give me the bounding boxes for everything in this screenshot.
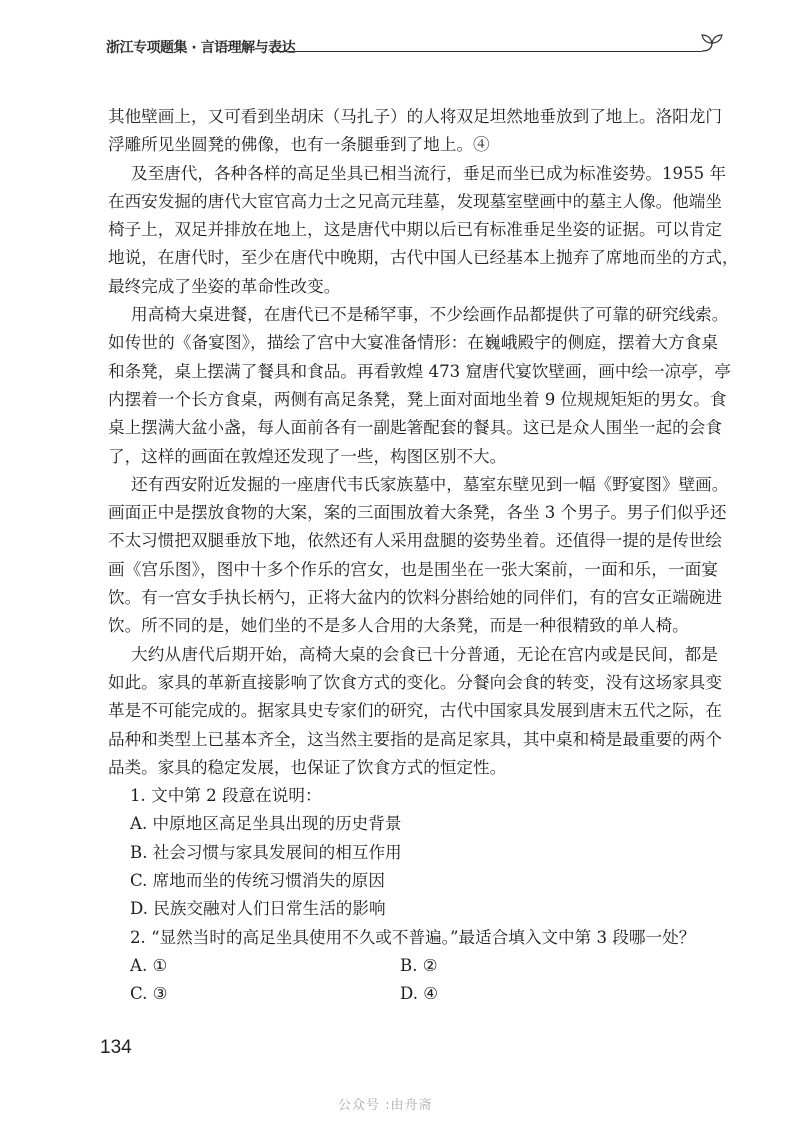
paragraph — [108, 103, 722, 160]
text-line: 内摆着一个长方食桌，两侧有高足条凳，凳上面对面地坐着 9 位规规矩矩的男女。食 — [108, 389, 727, 409]
text-line: 画《宫乐图》，图中十多个作乐的宫女，也是围坐在一张大案前，一面和乐，一面宴 — [108, 559, 718, 579]
answer-option: C. ③ — [130, 984, 168, 1004]
answer-option: D. ④ — [400, 984, 439, 1004]
text-line: 在西安发掘的唐代大宦官高力士之兄高元珪墓，发现墓室壁画中的墓主人像。他端坐 — [108, 191, 722, 211]
text-line: 品种和类型上已基本齐全，这当然主要指的是高足家具，其中桌和椅是最重要的两个 — [108, 729, 722, 749]
text-line: 椅子上，双足并排放在地上，这是唐代中期以后已有标准垂足坐姿的证据。可以肯定 — [108, 220, 722, 240]
option-row — [108, 980, 718, 1008]
text-line: 不太习惯把双腿垂放下地，依然还有人采用盘腿的姿势坐着。还值得一提的是传世绘 — [108, 531, 722, 551]
page-number: 134 — [100, 1037, 132, 1058]
text-line: 品类。家具的稳定发展，也保证了饮食方式的恒定性。 — [108, 757, 507, 777]
paragraph — [108, 471, 729, 641]
text-line: 及至唐代，各种各样的高足坐具已相当流行，垂足而坐已成为标准姿势。1955 年 — [131, 163, 727, 183]
text-line: 革是不可能完成的。据家具史专家们的研究，古代中国家具发展到唐末五代之际，在 — [108, 701, 722, 721]
answer-option: D. 民族交融对人们日常生活的影响 — [130, 899, 386, 919]
paragraph — [108, 641, 722, 782]
text-line: 浮雕所见坐圆凳的佛像，也有一条腿垂到了地上。④ — [108, 135, 490, 155]
answer-option: A. ① — [130, 955, 168, 975]
header-rule — [270, 51, 702, 52]
header-title: 浙江专项题集 · 言语理解与表达 — [106, 40, 296, 56]
text-line: 桌上摆满大盆小盏，每人面前各有一副匙箸配套的餐具。这已是众人围坐一起的会食 — [108, 418, 722, 438]
paragraph — [108, 301, 732, 471]
option-row — [108, 952, 718, 980]
document-body — [108, 103, 739, 1009]
text-line: 其他壁画上，又可看到坐胡床（马扎子）的人将双足坦然地垂放到了地上。洛阳龙门 — [108, 107, 722, 126]
text-line: 用高椅大桌进餐，在唐代已不是稀罕事，不少绘画作品都提供了可靠的研究线索。 — [131, 305, 729, 325]
text-line: 了，这样的画面在敦煌还发现了一些，构图区别不大。 — [108, 446, 507, 466]
question-stem: 1. 文中第 2 段意在说明： — [130, 786, 322, 806]
watermark: 公众号 :由舟斋 — [338, 1098, 433, 1113]
text-line: 饮。所不同的是，她们坐的不是多人合用的大条凳，而是一种很精致的单人椅。 — [108, 616, 689, 636]
answer-option: C. 席地而坐的传统习惯消失的原因 — [130, 871, 385, 891]
text-line: 饮。有一宫女手执长柄勺，正将大盆内的饮料分斟给她的同伴们，有的宫女正端碗进 — [108, 588, 722, 608]
question-stem: 2. “显然当时的高足坐具使用不久或不普遍。”最适合填入文中第 3 段哪一处？ — [130, 927, 696, 947]
text-line: 最终完成了坐姿的革命性改变。 — [108, 276, 341, 296]
question — [108, 782, 718, 923]
answer-option: B. 社会习惯与家具发展间的相互作用 — [130, 842, 402, 862]
text-line: 地说，在唐代时，至少在唐代中晚期，古代中国人已经基本上抛弃了席地而坐的方式， — [108, 248, 739, 268]
sprout-icon — [694, 29, 728, 59]
answer-option: A. 中原地区高足坐具出现的历史背景 — [130, 814, 402, 834]
text-line: 大约从唐代后期开始，高椅大桌的会食已十分普通，无论在宫内或是民间，都是 — [131, 644, 718, 664]
text-line: 还有西安附近发掘的一座唐代韦氏家族墓中，墓室东壁见到一幅《野宴图》壁画。 — [131, 474, 729, 494]
answer-option: B. ② — [400, 955, 438, 975]
running-header — [106, 35, 726, 59]
text-line: 和条凳，桌上摆满了餐具和食品。再看敦煌 473 窟唐代宴饮壁画，画中绘一凉亭，亭 — [108, 361, 732, 381]
question — [108, 924, 718, 1009]
text-line: 画面正中是摆放食物的大案，案的三面围放着大条凳，各坐 3 个男子。男子们似乎还 — [108, 503, 727, 523]
paragraph — [108, 160, 739, 301]
text-line: 如传世的《备宴图》，描绘了宫中大宴准备情形：在巍峨殿宇的侧庭，摆着大方食桌 — [108, 333, 718, 353]
text-line: 如此。家具的革新直接影响了饮食方式的变化。分餐向会食的转变，没有这场家具变 — [108, 672, 722, 692]
